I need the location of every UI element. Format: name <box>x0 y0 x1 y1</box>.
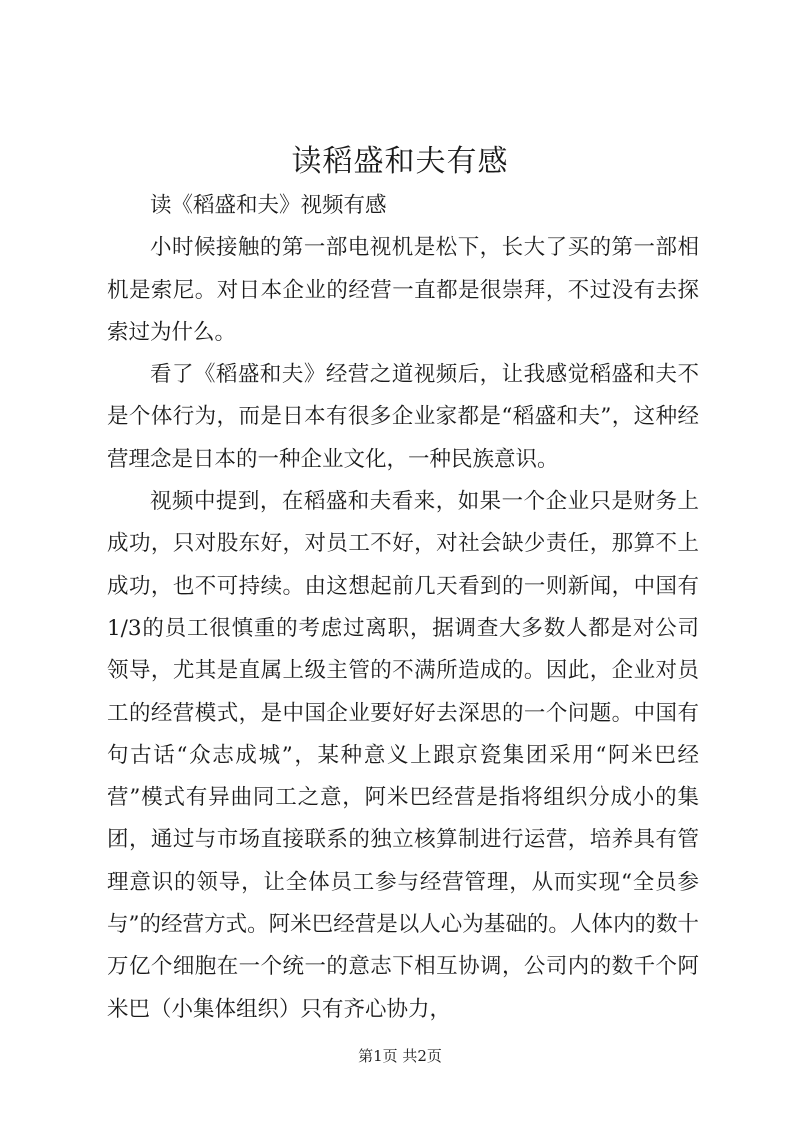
paragraph-2: 看了《稻盛和夫》经营之道视频后，让我感觉稻盛和夫不是个体行为，而是日本有很多企业家都是“稻盛和夫”，这种经营理念是日本的一种企业文化，一种民族意识。 <box>107 362 699 472</box>
paragraph-3: 视频中提到，在稻盛和夫看来，如果一个企业只是财务上成功，只对股东好，对员工不好，对社会缺少责任，那算不上成功，也不可持续。由这想起前几天看到的一则新闻，中国有1/3的员工很慎重的考虑过离职，据调查大多数人都是对公司领导，尤其是直属上级主管的不满所造成的。因此，企业对员工的经营模式，是中国企业要好好去深思的一个问题。中国有句古话“众志成城”，某种意义上跟京瓷集团采用“阿米巴经营”模式有异曲同工之意，阿米巴经营是指将组织分成小的集团，通过与市场直接联系的独立核算制进行运营，培养具有管理意识的领导，让全体员工参与经营管理，从而实现“全员参与”的经营方式。阿米巴经营是以人心为基础的。人体内的数十万亿个细胞在一个统一的意志下相互协调，公司内的数千个阿米巴（小集体组织）只有齐心协力， <box>107 489 699 1022</box>
document-title: 读稻盛和夫有感 <box>291 144 509 179</box>
paragraph-1: 小时候接触的第一部电视机是松下，长大了买的第一部相机是索尼。对日本企业的经营一直都是很崇拜，不过没有去探索过为什么。 <box>107 235 699 345</box>
document-body <box>107 185 699 1031</box>
paragraph-subtitle: 读《稻盛和夫》视频有感 <box>150 193 387 218</box>
page-number-footer: 第1页 共2页 <box>358 1047 442 1065</box>
